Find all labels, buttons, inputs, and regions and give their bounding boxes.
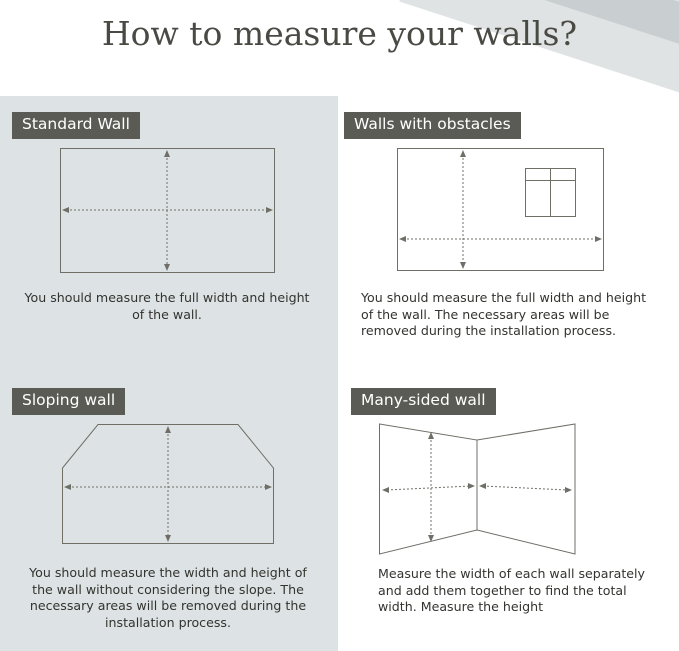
caption-standard-wall: You should measure the full width and height of the wall.: [24, 290, 310, 322]
caption-sloping-wall: You should measure the width and height of the wall without considering the slope. The necessary areas will be removed during the installation process.: [29, 565, 307, 630]
diagram-many-sided-wall: [379, 418, 659, 560]
diagram-sloping-wall: [62, 424, 274, 544]
page-title: How to measure your walls?: [101, 14, 578, 53]
section-label-sloping-wall: Sloping wall: [12, 388, 125, 415]
caption-walls-with-obstacles: You should measure the full width and height of the wall. The necessary areas will be removed during the installation process.: [361, 290, 647, 339]
section-label-standard-wall: Standard Wall: [12, 112, 140, 139]
section-label-walls-with-obstacles: Walls with obstacles: [344, 112, 521, 139]
diagram-standard-wall: [60, 148, 275, 273]
section-label-many-sided-wall: Many-sided wall: [351, 388, 496, 415]
diagram-walls-with-obstacles: [397, 148, 604, 271]
caption-many-sided-wall: Measure the width of each wall separately and add them together to find the total width. Measure the height: [378, 566, 646, 615]
